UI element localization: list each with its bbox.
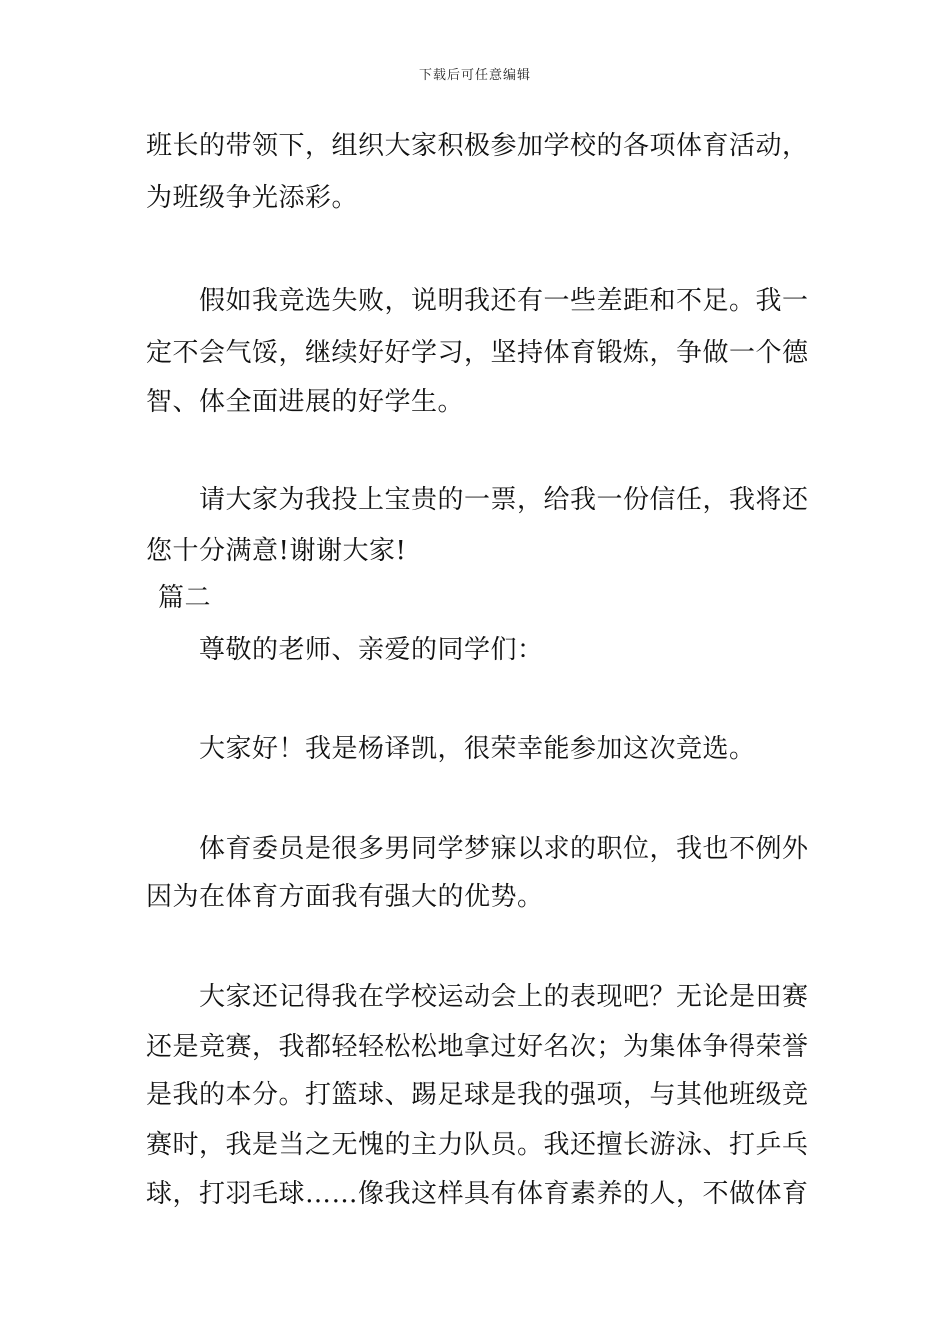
text-line: 智、体全面进展的好学生。 — [146, 387, 465, 417]
text-line: 是我的本分。打篮球、踢足球是我的强项，与其他班级竞 — [146, 1080, 809, 1110]
text-line: 大家好！我是杨译凯，很荣幸能参加这次竞选。 — [146, 734, 756, 764]
text-line: 定不会气馁，继续好好学习，坚持体育锻炼，争做一个德 — [146, 338, 809, 368]
text-line: 为班级争光添彩。 — [146, 183, 359, 213]
text-line: 请大家为我投上宝贵的一票，给我一份信任，我将还 — [146, 485, 809, 515]
text-line: 您十分满意!谢谢大家! — [146, 536, 407, 566]
text-line: 大家还记得我在学校运动会上的表现吧？无论是田赛 — [146, 982, 809, 1012]
text-line: 赛时，我是当之无愧的主力队员。我还擅长游泳、打乒乓 — [146, 1130, 809, 1160]
text-line: 还是竞赛，我都轻轻松松地拿过好名次；为集体争得荣誉 — [146, 1032, 809, 1062]
page-header: 下载后可任意编辑 — [418, 68, 531, 83]
text-line: 因为在体育方面我有强大的优势。 — [146, 882, 544, 912]
text-line: 体育委员是很多男同学梦寐以求的职位，我也不例外 — [146, 834, 809, 864]
text-line: 球，打羽毛球……像我这样具有体育素养的人，不做体育 — [146, 1179, 809, 1209]
text-line: 尊敬的老师、亲爱的同学们： — [146, 635, 544, 665]
text-line: 班长的带领下，组织大家积极参加学校的各项体育活动， — [146, 131, 809, 161]
section-heading: 篇二 — [158, 583, 212, 613]
text-line: 假如我竞选失败，说明我还有一些差距和不足。我一 — [146, 286, 809, 316]
